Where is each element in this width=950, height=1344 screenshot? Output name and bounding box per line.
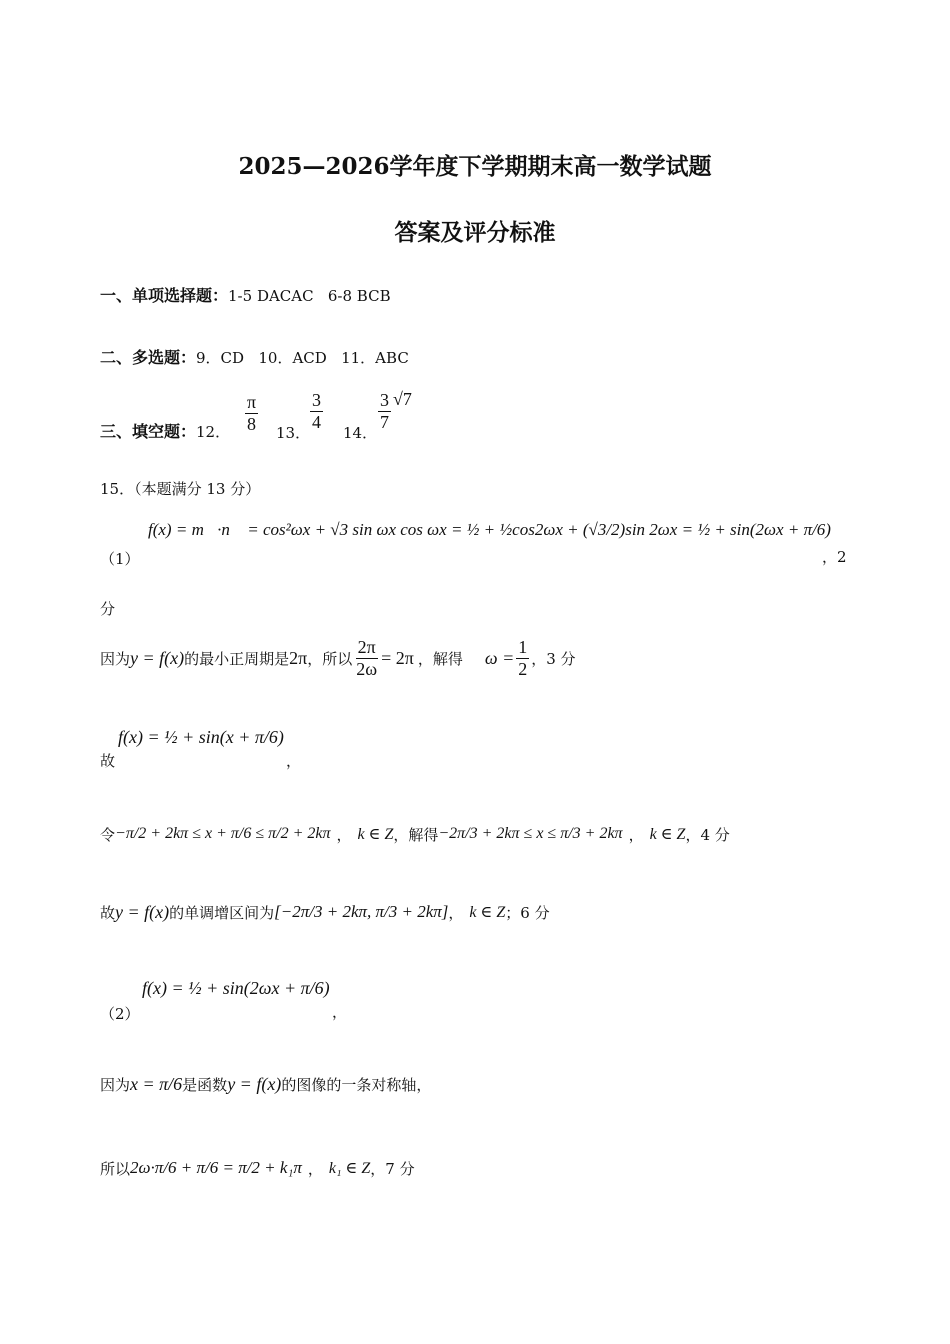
answer-13: $\frac{3}{4}$ [312, 390, 321, 432]
section-answers: 1-5 DACAC 6-8 BCB [228, 287, 391, 305]
part1-score: ，2 [822, 548, 847, 566]
fraction-2pi-2omega: $\frac{2\pi}{2\omega}$ [356, 636, 378, 679]
increasing-interval: [−2π/3 + 2kπ, π/3 + 2kπ] [274, 902, 449, 921]
answer-12: $\frac{\pi}{8}$ [247, 392, 257, 434]
part1-formula: f(x) = m⃗·n⃗ = cos²ωx + √3 sin ωx cos ωx = ½ + ½cos2ωx + (√3/2)sin 2ωx = ½ + sin(2ωx + π/6) [148, 520, 831, 539]
fraction-omega: $\frac{1}{2}$ [518, 636, 528, 679]
section-answers: 9．CD 10．ACD 11．ABC [196, 349, 409, 367]
section-single-choice [100, 283, 391, 306]
part1-score-cont: 分 [100, 600, 116, 618]
comma: ， [286, 752, 302, 770]
q12-number: 12． [196, 423, 231, 441]
omega-equation-line: 所以 2ω·π/6 + π/6 = π/2 + k₁π ， k₁ ∈ Z ，7 分 [100, 1158, 415, 1178]
section-label: 三、填空题： [100, 422, 197, 441]
q13-number: 13． [276, 424, 311, 442]
increasing-interval-line: 故 y = f(x) 的单调增区间为 [−2π/3 + 2kπ, π/3 + 2kπ] ， k ∈ Z ；6 分 [100, 901, 550, 922]
page-subtitle: 答案及评分标准 [394, 219, 556, 246]
part1-label: （1） [100, 550, 140, 568]
page-title: 2025—2026学年度下学期期末高一数学试题 [238, 153, 712, 180]
answer-14: $\frac{3}{7}$ √7 [380, 389, 412, 432]
therefore-label: 故 [100, 752, 116, 770]
q15-header: 15．（本题满分 13 分） [100, 480, 261, 498]
comma: ， [332, 1003, 348, 1021]
fx-simplified: f(x) = ½ + sin(x + π/6) [118, 727, 284, 747]
section-label: 二、多选题： [100, 348, 197, 367]
q14-number: 14． [343, 424, 378, 442]
symmetry-axis-line: 因为 x = π/6 是函数 y = f(x) 的图像的一条对称轴， [100, 1073, 432, 1094]
part2-label: （2） [100, 1005, 140, 1023]
section-fill-in [100, 419, 230, 442]
part2-formula: f(x) = ½ + sin(2ωx + π/6) [142, 978, 330, 998]
section-label: 一、单项选择题： [100, 286, 229, 305]
section-multi-choice [100, 345, 409, 368]
period-line: 因为 y = f(x) 的最小正周期是 2π ，所以 $\frac{2\pi}{2\omega}$ = 2π ，解得 ω = $\frac{1}{2}$ ，3 分 [100, 636, 576, 679]
inequality-line: 令 −π/2 + 2kπ ≤ x + π/6 ≤ π/2 + 2kπ ， k ∈ Z ，解得 −2π/3 + 2kπ ≤ x ≤ π/3 + 2kπ ， k ∈ Z ，4 分 [100, 825, 730, 844]
